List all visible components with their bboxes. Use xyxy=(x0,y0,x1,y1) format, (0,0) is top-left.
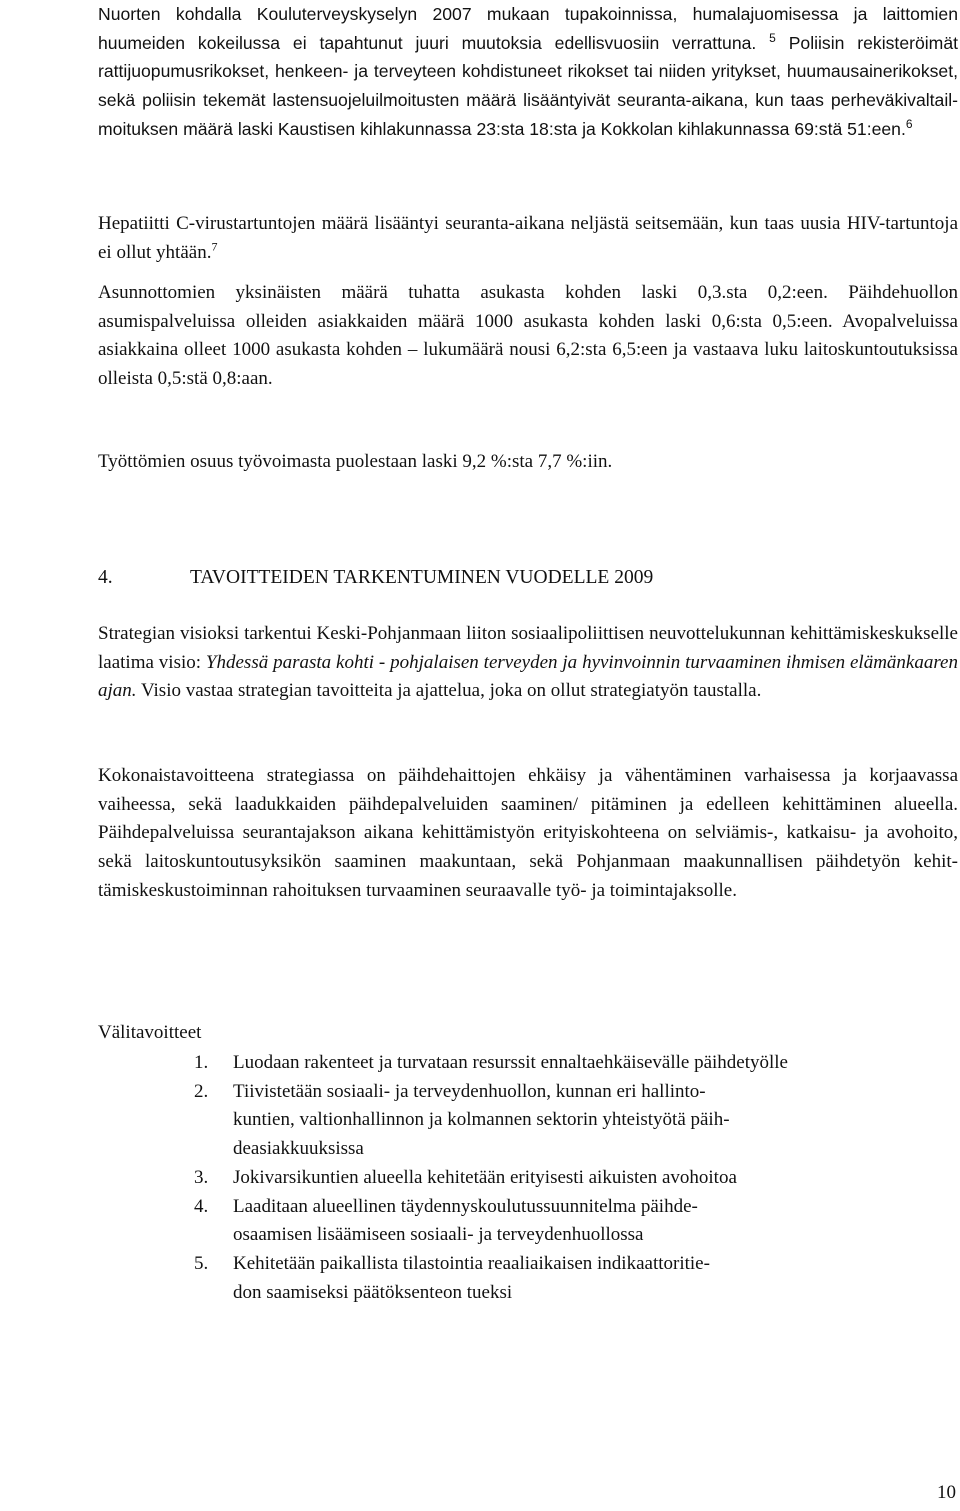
paragraph-overall-goal: Kokonaistavoitteena strategiassa on päihdehaittojen ehkäisy ja vähentäminen varhaisessa ja korjaavassa vaiheessa, sekä laadukkaiden päihdepalveluiden saaminen/ pitäminen ja edelleen kehittäminen alueella. Päihdepalveluissa seurantajakson aikana kehittämistyön erityiskohteena on selviämis-, katkaisu- ja avohoito, sekä laitoskuntoutusyksikön saaminen maakuntaan, sekä Pohjanmaan maakunnallisen päihdetyön kehittämiskeskustoiminnan rahoituksen turvaaminen seuraavalle työ- ja toimintajaksolle. xyxy=(98,765,958,901)
interim-goals-list xyxy=(194,1049,960,1307)
page-number: 10 xyxy=(937,1482,956,1503)
paragraph-text: Strategian visioksi tarkentui Keski-Pohjanmaan liiton sosiaalipoliittisen neuvottelukunnan kehittämiskeskukselle laatima visio: xyxy=(98,623,958,673)
list-item-text xyxy=(233,1164,960,1193)
paragraph-unemployment: Työttömien osuus työvoimasta puolestaan laski 9,2 %:sta 7,7 %:iin. xyxy=(98,451,613,472)
paragraph-hepatitis xyxy=(98,210,958,267)
vision-statement: Yhdessä parasta kohti - pohjalaisen terveyden ja hyvinvoinnin turvaaminen ihmisen elämänkaaren ajan. xyxy=(98,651,958,702)
section-heading xyxy=(98,564,653,592)
paragraph-text: Poliisin rekisteröimät rattijuopumusrikokset, henkeen- ja terveyteen kohdistuneet rikokset tai niiden yritykset, huumausainerikokset, sekä poliisin tekemät lastensuojeluilmoitusten määrä lisääntyivät seuranta-aikana, kun taas perheväkivaltailmoituksen määrä laski Kaustisen kihlakunnassa 23:sta 18:sta ja Kokkolan kihlakunnassa 69:stä 51:een. xyxy=(98,32,958,139)
list-item-line: Jokivarsikuntien alueella kehitetään erityisesti aikuisten avohoitoa xyxy=(233,1166,737,1188)
paragraph-youth-crime xyxy=(98,0,958,144)
list-item-text xyxy=(233,1193,960,1250)
list-item xyxy=(194,1193,960,1250)
paragraph-text: Visio vastaa strategian tavoitteita ja ajattelua, joka on ollut strategiatyön taustalla. xyxy=(136,680,762,702)
list-item-number: 2. xyxy=(194,1080,209,1102)
list-item-line: deasiakkuuksissa xyxy=(233,1138,364,1160)
footnote-ref-5[interactable]: 5 xyxy=(769,30,776,45)
section-title: TAVOITTEIDEN TARKENTUMINEN VUODELLE 2009 xyxy=(190,567,654,588)
list-item-number: 1. xyxy=(194,1052,209,1073)
list-item-number: 3. xyxy=(194,1166,209,1188)
list-item xyxy=(194,1078,960,1164)
footnote-ref-6[interactable]: 6 xyxy=(905,116,913,131)
interim-goals-label: Välitavoitteet xyxy=(98,1022,202,1043)
list-item xyxy=(194,1250,960,1307)
list-item-line: don saamiseksi päätöksenteon tueksi xyxy=(233,1281,513,1303)
list-item-text xyxy=(233,1078,960,1164)
list-item xyxy=(194,1164,960,1193)
list-item-text xyxy=(233,1049,960,1078)
list-item-line: Laaditaan alueellinen täydennyskoulutussuunnitelma päihde- xyxy=(233,1195,698,1217)
list-item-line: kuntien, valtionhallinnon ja kolmannen sektorin yhteistyötä päih- xyxy=(233,1109,730,1131)
list-item-line: Tiivistetään sosiaali- ja terveydenhuollon, kunnan eri hallinto- xyxy=(233,1080,706,1102)
list-item-number: 4. xyxy=(194,1195,209,1217)
list-item-number: 5. xyxy=(194,1252,209,1274)
paragraph-text: Hepatiitti C-virustartuntojen määrä lisääntyi seuranta-aikana neljästä seitsemään, kun taas uusia HIV-tartuntoja ei ollut yhtään. xyxy=(98,213,958,263)
paragraph-text: Nuorten kohdalla Kouluterveyskyselyn 2007 mukaan tupakoinnissa, humalajuomisessa ja laittomien huumeiden kokeilussa ei tapahtunut juuri muutoksia edellisvuosiin verrattuna. xyxy=(98,4,958,53)
footnote-ref-7[interactable]: 7 xyxy=(211,239,218,254)
paragraph-vision xyxy=(98,620,958,706)
paragraph-homelessness: Asunnottomien yksinäisten määrä tuhatta asukasta kohden laski 0,3.sta 0,2:een. Päihdehuollon asumispalveluissa olleiden asiakkaiden määrä 1000 asukasta kohden laski 0,6:sta 0,5:een. Avopalveluissa asiakkaina olleet 1000 asukasta kohden – lukumäärä nousi 6,2:sta 6,5:een ja vastaava luku laitoskuntoutuksissa olleista 0,5:stä 0,8:aan. xyxy=(98,282,958,390)
list-item-line: Luodaan rakenteet ja turvataan resurssit ennaltaehkäisevälle päihdetyölle xyxy=(233,1052,788,1073)
list-item-line: Kehitetään paikallista tilastointia reaaliaikaisen indikaattoritie- xyxy=(233,1252,710,1274)
list-item xyxy=(194,1049,960,1078)
list-item-line: osaamisen lisäämiseen sosiaali- ja terveydenhuollossa xyxy=(233,1224,644,1246)
list-item-text xyxy=(233,1250,960,1307)
section-number: 4. xyxy=(98,567,113,588)
